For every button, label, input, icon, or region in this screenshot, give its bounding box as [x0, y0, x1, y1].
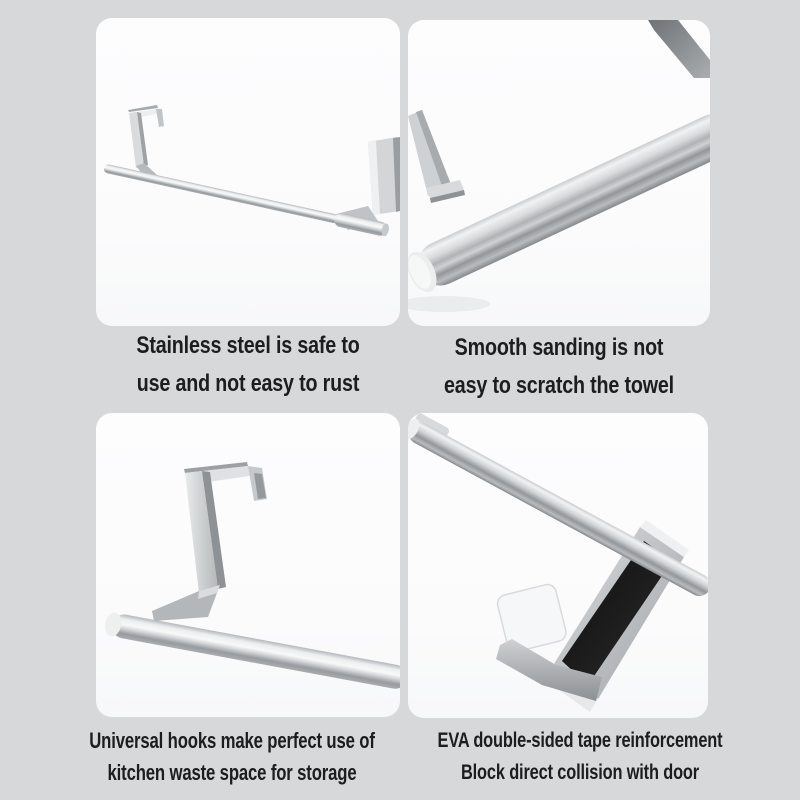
caption-full-rack [123, 327, 372, 403]
caption-line: kitchen waste space for storage [107, 760, 357, 785]
caption-line: easy to scratch the towel [444, 372, 674, 399]
photo-full-rack-illustration [96, 18, 400, 326]
z-hook-shape [152, 462, 267, 621]
left-hook-shape [128, 105, 164, 181]
product-photo-panel-eva-tape [408, 413, 708, 718]
diagonal-bar-shape [408, 413, 708, 600]
background-hook-shape [408, 110, 465, 203]
photo-eva-tape-illustration [408, 413, 708, 718]
caption-eva-tape [430, 725, 730, 789]
caption-universal-hook [74, 725, 390, 789]
caption-line: EVA double-sided tape reinforcement [437, 729, 723, 752]
product-photo-panel-universal-hook [96, 413, 400, 717]
bar-shadow [408, 296, 490, 312]
caption-smooth-bar [435, 329, 683, 405]
product-photo-panel-smooth-bar [408, 20, 710, 326]
caption-line: Stainless steel is safe to [136, 332, 360, 359]
product-photo-panel-full-rack [96, 18, 400, 326]
thick-bar-shape [408, 107, 710, 297]
caption-line: Smooth sanding is not [454, 334, 664, 361]
towel-bar-shape [102, 161, 390, 237]
caption-line: Block direct collision with door [460, 761, 699, 784]
corner-hook-shape [648, 20, 710, 78]
bar-shape [103, 611, 400, 691]
caption-line: Universal hooks make perfect use of [89, 728, 375, 753]
photo-smooth-bar-illustration [408, 20, 710, 326]
caption-line: use and not easy to rust [136, 370, 360, 397]
photo-universal-hook-illustration [96, 413, 400, 717]
